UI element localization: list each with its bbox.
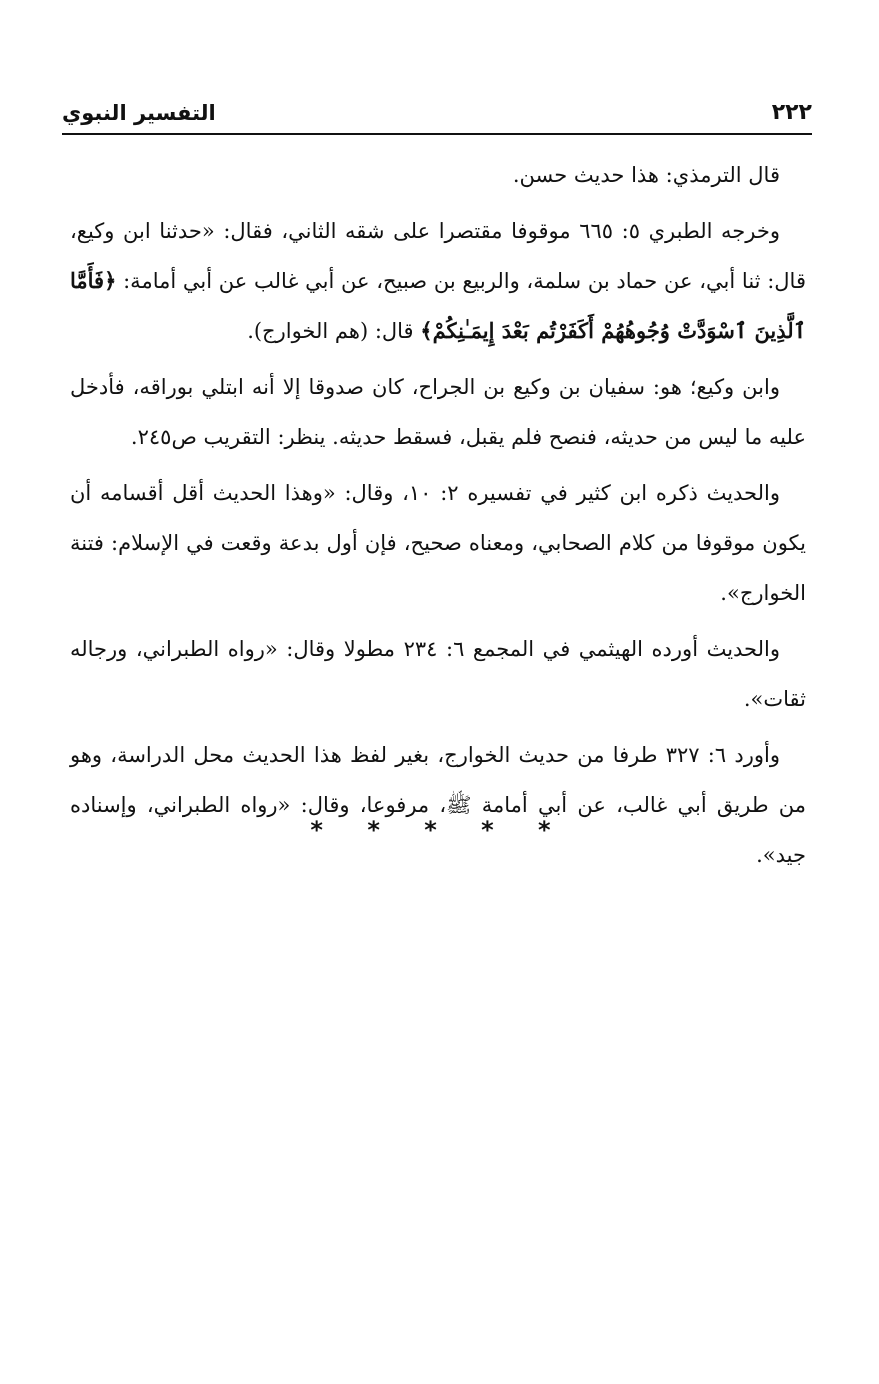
paragraph-tabari-text: وخرجه الطبري ٥: ٦٦٥ موقوفا مقتصرا على شقه الثاني، فقال: «حدثنا ابن وكيع، قال: ثنا أبي، عن حماد بن سلمة، والربيع بن صبيح، عن أبي غالب عن أبي أمامة: (70, 219, 806, 293)
page-header (62, 96, 812, 132)
quran-verse: ﴿فَأَمَّا ٱلَّذِينَ ٱسْوَدَّتْ وُجُوهُهُمْ أَكَفَرْتُم بَعْدَ إِيمَـٰنِكُمْ﴾ (70, 268, 806, 343)
paragraph-tabari-end: قال: (هم الخوارج). (247, 319, 421, 343)
header-rule (62, 133, 812, 135)
paragraph-abu-ghalib: وأورد ٦: ٣٢٧ طرفا من حديث الخوارج، بغير لفظ هذا الحديث محل الدراسة، وهو من طريق أبي غالب، عن أبي أمامة ﷺ، مرفوعا، وقال: «رواه الطبراني، وإسناده جيد». (70, 743, 806, 867)
paragraph-ibn-kathir: والحديث ذكره ابن كثير في تفسيره ٢: ١٠، وقال: «وهذا الحديث أقل أقسامه أن يكون موقوفا من كلام الصحابي، ومعناه صحيح، فإن أول بدعة وقعت في الإسلام: فتنة الخوارج». (70, 481, 806, 605)
paragraph-haythami: والحديث أورده الهيثمي في المجمع ٦: ٢٣٤ مطولا وقال: «رواه الطبراني، ورجاله ثقات». (70, 637, 806, 711)
section-separator: * * * * * (310, 816, 569, 844)
page-number: ٢٢٢ (771, 100, 812, 125)
paragraph-ibn-waki: وابن وكيع؛ هو: سفيان بن وكيع بن الجراح، كان صدوقا إلا أنه ابتلي بوراقه، فأدخل عليه ما ليس من حديثه، فنصح فلم يقبل، فسقط حديثه. ينظر: التقريب ص٢٤٥. (70, 375, 806, 449)
paragraph-tabari (70, 206, 806, 356)
paragraph-tirmidhi: قال الترمذي: هذا حديث حسن. (512, 163, 780, 187)
running-title: التفسير النبوي (62, 101, 216, 125)
body-text (70, 150, 806, 880)
